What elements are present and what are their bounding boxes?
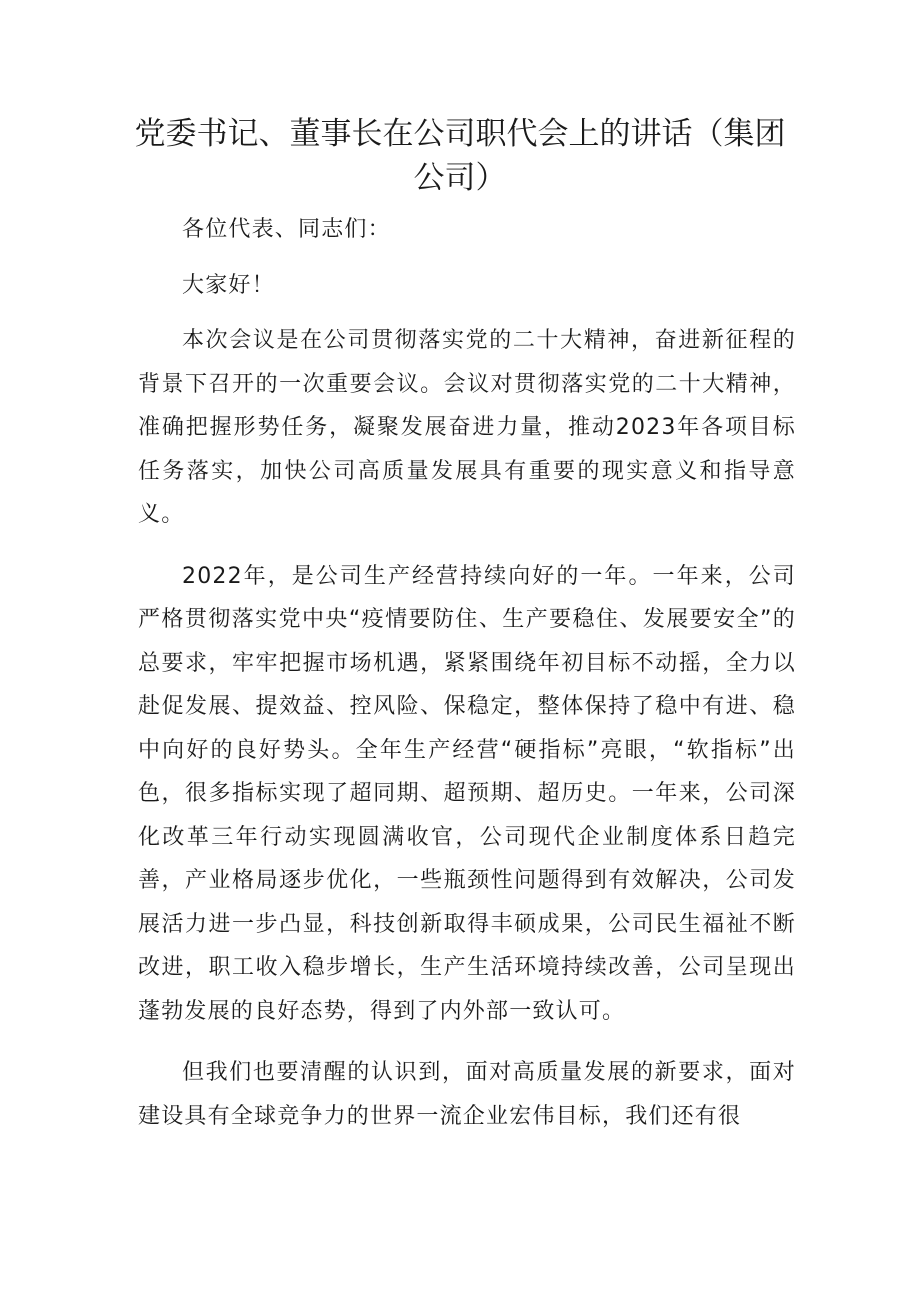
document-body: [138, 208, 796, 1138]
document-title: 党委书记、董事长在公司职代会上的讲话（集团公司）: [134, 116, 786, 196]
paragraph-3: 但我们也要清醒的认识到，面对高质量发展的新要求，面对建设具有全球竞争力的世界一流企业宏伟目标，我们还有很: [138, 1060, 796, 1129]
salutation: 各位代表、同志们：: [182, 217, 391, 242]
paragraph-1: 本次会议是在公司贯彻落实党的二十大精神，奋进新征程的背景下召开的一次重要会议。会议对贯彻落实党的二十大精神，准确把握形势任务，凝聚发展奋进力量，推动2023年各项目标任务落实，加快公司高质量发展具有重要的现实意义和指导意义。: [138, 328, 796, 527]
greeting: 大家好！: [182, 272, 275, 298]
paragraph-2: 2022年，是公司生产经营持续向好的一年。一年来，公司严格贯彻落实党中央“疫情要防住、生产要稳住、发展要安全”的总要求，牢牢把握市场机遇，紧紧围绕年初目标不动摇，全力以赴促发展、提效益、控风险、保稳定，整体保持了稳中有进、稳中向好的良好势头。全年生产经营“硬指标”亮眼，“软指标”出色，很多指标实现了超同期、超预期、超历史。一年来，公司深化改革三年行动实现圆满收官，公司现代企业制度体系日趋完善，产业格局逐步优化，一些瓶颈性问题得到有效解决，公司发展活力进一步凸显，科技创新取得丰硕成果，公司民生福祉不断改进，职工收入稳步增长，生产生活环境持续改善，公司呈现出蓬勃发展的良好态势，得到了内外部一致认可。: [138, 563, 796, 1024]
